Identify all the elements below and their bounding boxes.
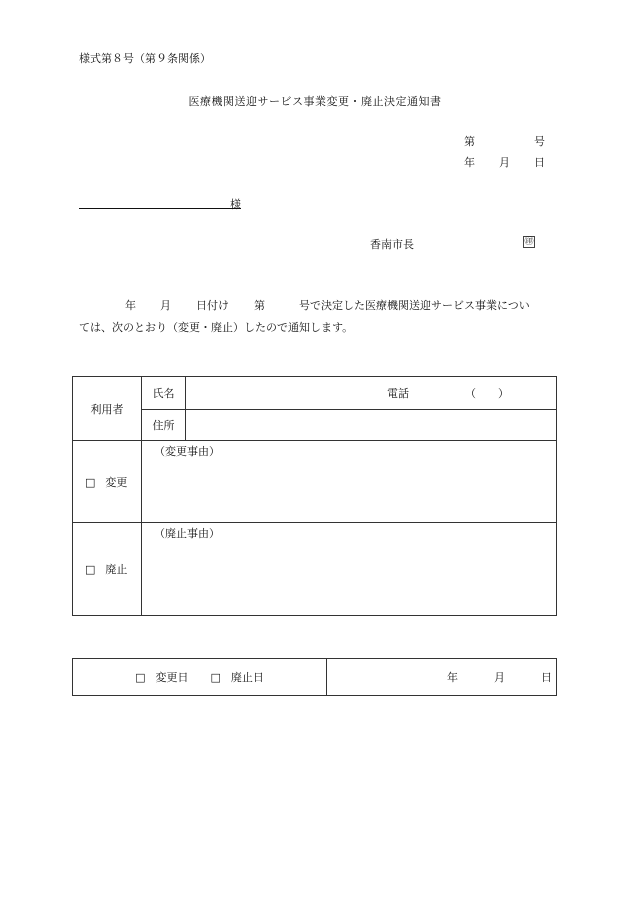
date-type-options <box>73 659 327 696</box>
change-reason-label: （変更事由） <box>154 445 220 458</box>
addressee-suffix: 様 <box>230 198 241 211</box>
document-date-month: 月 <box>499 156 510 169</box>
seal-mark: ㊞ <box>524 237 534 247</box>
document-date <box>464 154 545 170</box>
effective-date-year: 年 <box>447 671 458 684</box>
document-number <box>464 133 545 149</box>
change-reason-field[interactable] <box>142 441 557 523</box>
change-date-checkbox[interactable]: □ <box>135 671 146 684</box>
address-field[interactable] <box>186 410 557 441</box>
phone-label: 電話 <box>387 387 409 400</box>
phone-paren: （ ） <box>465 387 509 400</box>
effective-date-day: 日 <box>541 671 552 684</box>
form-number: 様式第８号（第９条関係） <box>79 52 211 65</box>
document-title: 医療機関送迎サービス事業変更・廃止決定通知書 <box>188 95 442 108</box>
body-year: 年 <box>125 299 136 312</box>
body-line-2: ては、次のとおり（変更・廃止）したので通知します。 <box>79 321 354 334</box>
body-line-1 <box>79 297 530 313</box>
document-date-year: 年 <box>464 156 475 169</box>
document-number-dai: 第 <box>464 135 475 148</box>
change-option[interactable] <box>73 441 142 523</box>
change-date-label: 変更日 <box>155 671 189 684</box>
document-date-day: 日 <box>534 156 545 169</box>
abolish-reason-field[interactable] <box>142 523 557 616</box>
name-label: 氏名 <box>142 377 186 410</box>
address-label: 住所 <box>142 410 186 441</box>
abolish-reason-label: （廃止事由） <box>154 527 220 540</box>
effective-date-field[interactable] <box>327 659 557 696</box>
effective-date-table <box>72 658 557 696</box>
effective-date-month: 月 <box>494 671 505 684</box>
body-line-1-rest: 号で決定した医療機関送迎サービス事業につい <box>299 299 530 312</box>
abolish-date-label: 廃止日 <box>230 671 264 684</box>
addressee-name-line[interactable] <box>79 196 241 209</box>
body-month: 月 <box>160 299 171 312</box>
abolish-date-checkbox[interactable]: □ <box>210 671 221 684</box>
name-field[interactable] <box>186 377 557 410</box>
document-number-go: 号 <box>534 135 545 148</box>
user-label: 利用者 <box>73 377 142 441</box>
user-info-table <box>72 376 557 616</box>
body-dated: 日付け <box>196 299 229 312</box>
change-checkbox[interactable]: □ <box>85 475 96 489</box>
issuer-name: 香南市長 <box>370 238 414 251</box>
abolish-checkbox[interactable]: □ <box>85 563 96 576</box>
abolish-option[interactable] <box>73 523 142 616</box>
body-dai: 第 <box>254 299 265 312</box>
abolish-label: 廃止 <box>105 563 128 576</box>
change-label: 変更 <box>105 475 128 489</box>
